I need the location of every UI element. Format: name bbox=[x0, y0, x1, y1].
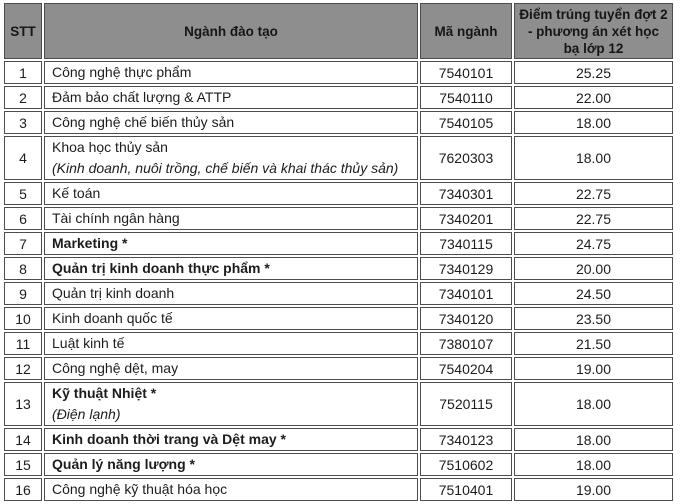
table-row bbox=[4, 257, 673, 280]
score-cell: 22.75 bbox=[514, 207, 673, 230]
major-name: Marketing * bbox=[52, 235, 128, 251]
major-subtitle: (Kinh doanh, nuôi trồng, chế biến và khai thác thủy sản) bbox=[52, 160, 399, 176]
score-cell: 20.00 bbox=[514, 257, 673, 280]
major-name-cell bbox=[44, 232, 418, 255]
header-code: Mã ngành bbox=[420, 3, 512, 59]
table-row bbox=[4, 282, 673, 305]
table-row bbox=[4, 382, 673, 426]
stt-cell: 2 bbox=[4, 86, 42, 109]
major-code-cell: 7510401 bbox=[420, 478, 512, 501]
score-cell: 24.75 bbox=[514, 232, 673, 255]
major-code-cell: 7520115 bbox=[420, 382, 512, 426]
header-major: Ngành đào tạo bbox=[44, 3, 418, 59]
header-row bbox=[4, 3, 673, 59]
major-code-cell: 7340101 bbox=[420, 282, 512, 305]
score-cell: 24.50 bbox=[514, 282, 673, 305]
major-name: Kế toán bbox=[52, 185, 101, 201]
table-row bbox=[4, 428, 673, 451]
major-code-cell: 7510602 bbox=[420, 453, 512, 476]
major-name-cell bbox=[44, 307, 418, 330]
stt-cell: 13 bbox=[4, 382, 42, 426]
stt-cell: 9 bbox=[4, 282, 42, 305]
major-name: Kinh doanh quốc tế bbox=[52, 310, 173, 326]
major-name: Công nghệ thực phẩm bbox=[52, 64, 192, 80]
table-row bbox=[4, 232, 673, 255]
table-row bbox=[4, 182, 673, 205]
table-row bbox=[4, 307, 673, 330]
header-stt: STT bbox=[4, 3, 42, 59]
stt-cell: 11 bbox=[4, 332, 42, 355]
stt-cell: 16 bbox=[4, 478, 42, 501]
major-code-cell: 7340123 bbox=[420, 428, 512, 451]
table-header bbox=[4, 3, 673, 59]
major-name: Quản trị kinh doanh thực phẩm * bbox=[52, 260, 270, 276]
major-code-cell: 7340129 bbox=[420, 257, 512, 280]
major-code-cell: 7340201 bbox=[420, 207, 512, 230]
table-row bbox=[4, 136, 673, 180]
major-name-cell bbox=[44, 61, 418, 84]
major-name: Kinh doanh thời trang và Dệt may * bbox=[52, 431, 286, 447]
major-code-cell: 7340301 bbox=[420, 182, 512, 205]
stt-cell: 3 bbox=[4, 111, 42, 134]
major-name-cell bbox=[44, 111, 418, 134]
major-name: Kỹ thuật Nhiệt * bbox=[52, 385, 157, 401]
major-name-cell bbox=[44, 357, 418, 380]
major-subtitle: (Điện lạnh) bbox=[52, 406, 121, 422]
score-cell: 23.50 bbox=[514, 307, 673, 330]
header-score: Điểm trúng tuyển đợt 2 - phương án xét học bạ lớp 12 bbox=[514, 3, 673, 59]
stt-cell: 6 bbox=[4, 207, 42, 230]
major-name-cell bbox=[44, 136, 418, 180]
score-cell: 18.00 bbox=[514, 453, 673, 476]
score-cell: 19.00 bbox=[514, 357, 673, 380]
score-cell: 18.00 bbox=[514, 136, 673, 180]
major-name: Tài chính ngân hàng bbox=[52, 210, 180, 226]
score-cell: 22.75 bbox=[514, 182, 673, 205]
major-name-cell bbox=[44, 86, 418, 109]
admission-score-table bbox=[2, 1, 675, 503]
major-name-cell bbox=[44, 207, 418, 230]
major-name: Công nghệ chế biến thủy sản bbox=[52, 114, 235, 130]
major-name-cell bbox=[44, 382, 418, 426]
table-row bbox=[4, 86, 673, 109]
major-code-cell: 7540110 bbox=[420, 86, 512, 109]
major-code-cell: 7620303 bbox=[420, 136, 512, 180]
major-code-cell: 7340120 bbox=[420, 307, 512, 330]
major-name-cell bbox=[44, 282, 418, 305]
table-row bbox=[4, 453, 673, 476]
score-cell: 25.25 bbox=[514, 61, 673, 84]
major-code-cell: 7540204 bbox=[420, 357, 512, 380]
major-name-cell bbox=[44, 257, 418, 280]
stt-cell: 14 bbox=[4, 428, 42, 451]
major-name-cell bbox=[44, 478, 418, 501]
major-code-cell: 7540105 bbox=[420, 111, 512, 134]
score-cell: 22.00 bbox=[514, 86, 673, 109]
table-body bbox=[4, 61, 673, 501]
table-row bbox=[4, 111, 673, 134]
major-name-cell bbox=[44, 428, 418, 451]
stt-cell: 15 bbox=[4, 453, 42, 476]
major-name: Quản lý năng lượng * bbox=[52, 456, 195, 472]
score-cell: 18.00 bbox=[514, 111, 673, 134]
major-name-cell bbox=[44, 182, 418, 205]
table-row bbox=[4, 61, 673, 84]
score-cell: 21.50 bbox=[514, 332, 673, 355]
major-code-cell: 7540101 bbox=[420, 61, 512, 84]
table-row bbox=[4, 478, 673, 501]
major-name: Quản trị kinh doanh bbox=[52, 285, 175, 301]
major-name-cell bbox=[44, 332, 418, 355]
major-name: Luật kinh tế bbox=[52, 335, 125, 351]
stt-cell: 10 bbox=[4, 307, 42, 330]
major-name: Công nghệ kỹ thuật hóa học bbox=[52, 481, 228, 497]
score-cell: 19.00 bbox=[514, 478, 673, 501]
major-name: Khoa học thủy sản bbox=[52, 139, 168, 155]
stt-cell: 5 bbox=[4, 182, 42, 205]
major-name: Đảm bảo chất lượng & ATTP bbox=[52, 89, 232, 105]
table-row bbox=[4, 207, 673, 230]
major-name-cell bbox=[44, 453, 418, 476]
stt-cell: 12 bbox=[4, 357, 42, 380]
major-code-cell: 7380107 bbox=[420, 332, 512, 355]
stt-cell: 1 bbox=[4, 61, 42, 84]
table-row bbox=[4, 332, 673, 355]
major-name: Công nghệ dệt, may bbox=[52, 360, 179, 376]
score-cell: 18.00 bbox=[514, 382, 673, 426]
major-code-cell: 7340115 bbox=[420, 232, 512, 255]
stt-cell: 7 bbox=[4, 232, 42, 255]
score-cell: 18.00 bbox=[514, 428, 673, 451]
stt-cell: 4 bbox=[4, 136, 42, 180]
stt-cell: 8 bbox=[4, 257, 42, 280]
table-row bbox=[4, 357, 673, 380]
